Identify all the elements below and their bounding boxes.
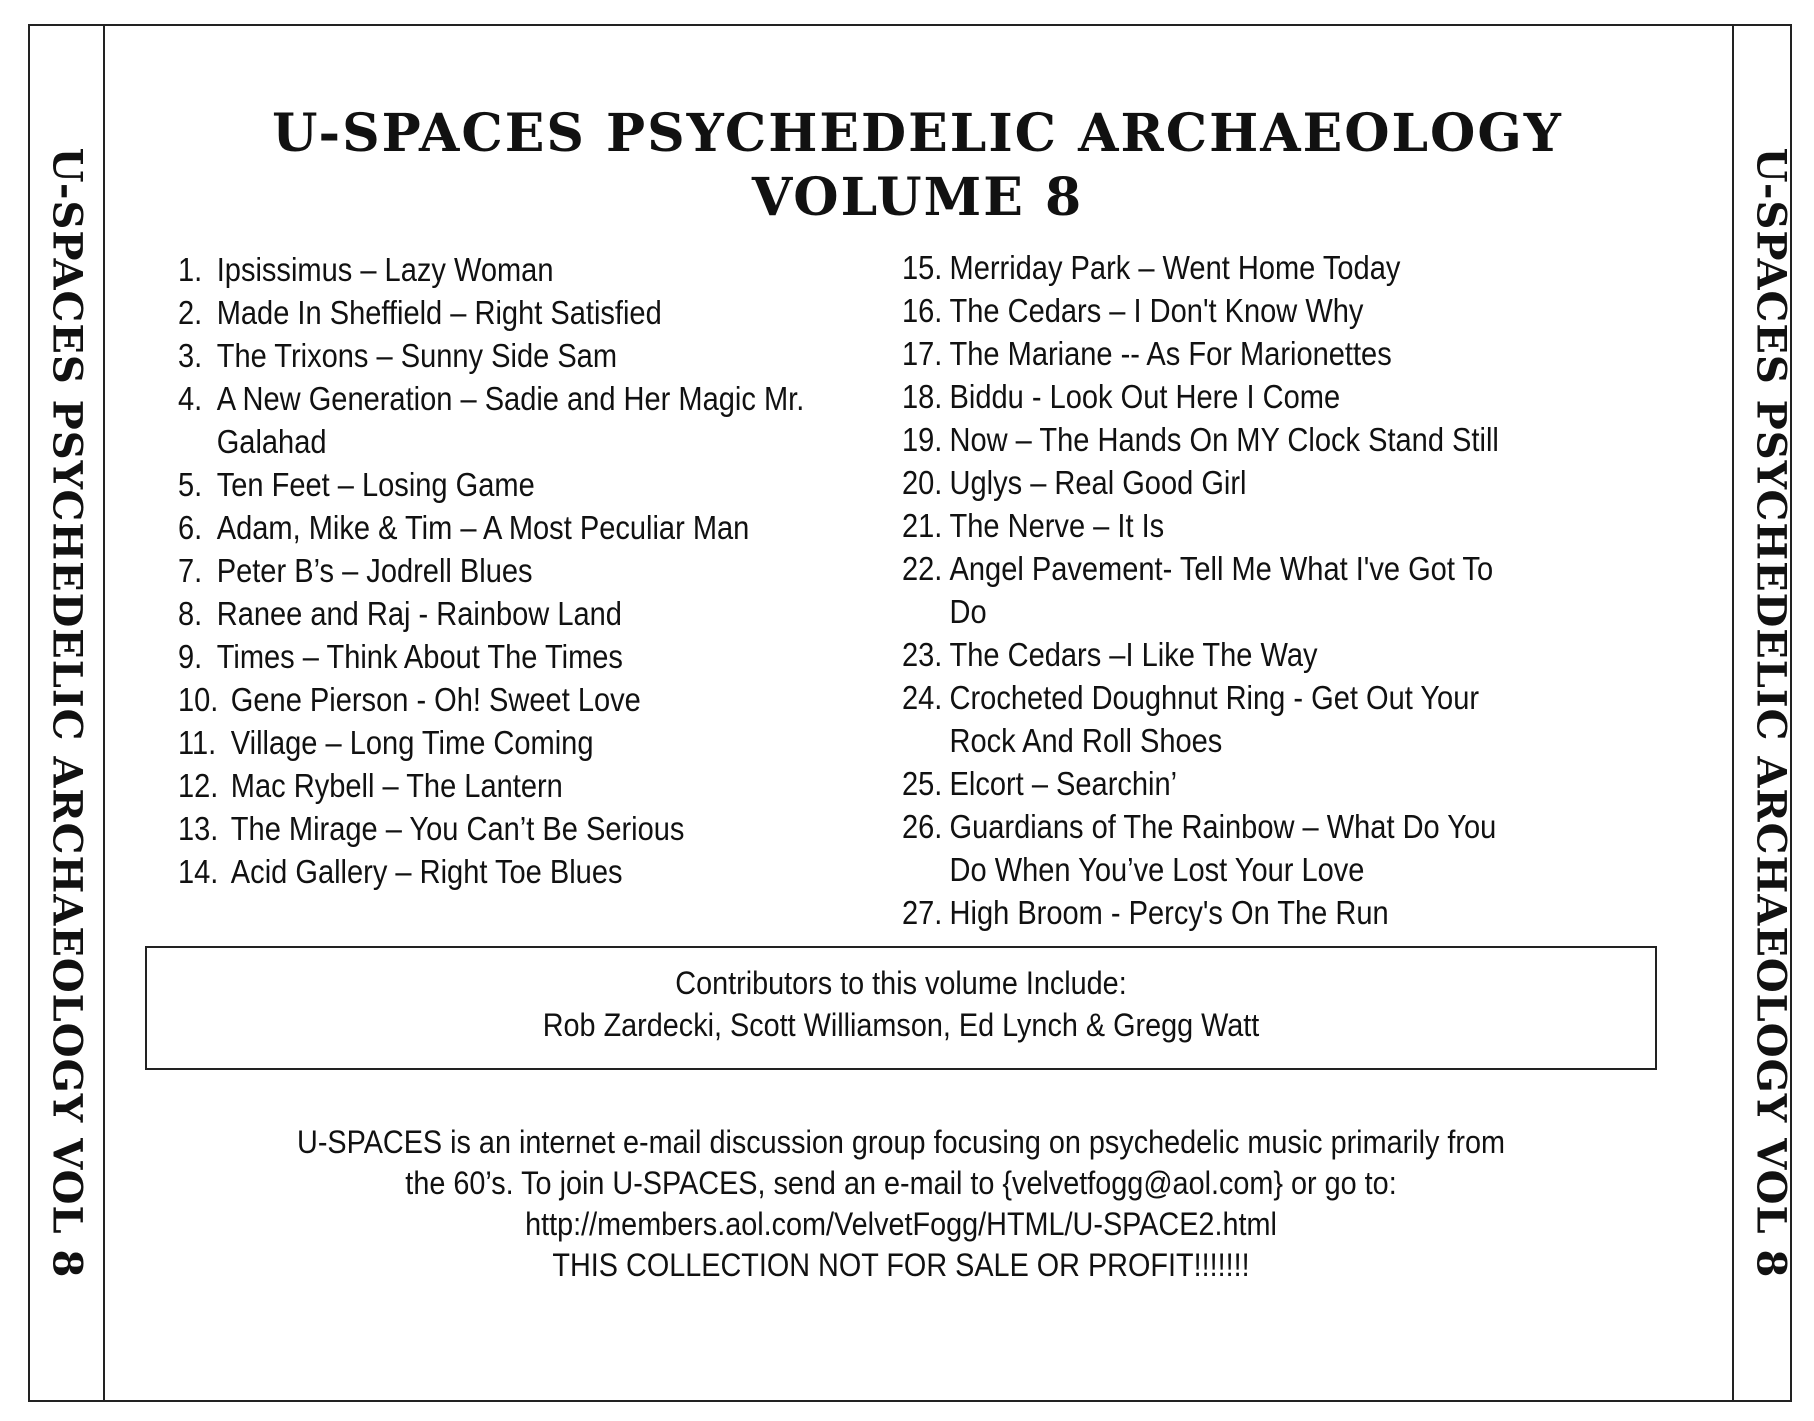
track-item: [178, 678, 812, 721]
contributors-heading: Contributors to this volume Include:: [675, 965, 1127, 1001]
about-url: http://members.aol.com/VelvetFogg/HTML/U-SPACE2.html: [525, 1206, 1277, 1242]
contributors-box: [145, 946, 1657, 1070]
track-item: [178, 291, 812, 334]
track-number: 26.: [902, 808, 943, 845]
track-item: [178, 592, 812, 635]
track-number: 12.: [178, 767, 219, 804]
track-number: 2.: [178, 294, 203, 331]
left-spine: [30, 26, 105, 1400]
track-item: [902, 547, 1536, 633]
contributors-names: Rob Zardecki, Scott Williamson, Ed Lynch & Gregg Watt: [542, 1007, 1260, 1043]
track-title: Ipsissimus – Lazy Woman: [216, 251, 554, 288]
track-title: Adam, Mike & Tim – A Most Peculiar Man: [216, 509, 750, 546]
left-spine-title: U-SPACES PSYCHEDELIC ARCHAEOLOGY VOL 8: [43, 147, 90, 1279]
track-number: 14.: [178, 853, 219, 890]
track-number: 22.: [902, 550, 943, 587]
track-title: The Cedars – I Don't Know Why: [949, 292, 1364, 329]
track-number: 8.: [178, 595, 203, 632]
track-title: The Mirage – You Can’t Be Serious: [230, 810, 685, 847]
track-title: The Mariane -- As For Marionettes: [949, 335, 1392, 372]
track-item: [902, 246, 1536, 289]
track-number: 1.: [178, 251, 203, 288]
track-item: [902, 633, 1536, 676]
about-line-1: U-SPACES is an internet e-mail discussion group focusing on psychedelic music primarily from: [297, 1124, 1505, 1160]
track-item: [902, 504, 1536, 547]
track-title: Ten Feet – Losing Game: [216, 466, 535, 503]
track-number: 27.: [902, 894, 943, 931]
track-title: Uglys – Real Good Girl: [949, 464, 1247, 501]
track-item: [178, 635, 812, 678]
track-number: 5.: [178, 466, 203, 503]
track-item: [178, 377, 812, 463]
album-title: U-SPACES PSYCHEDELIC ARCHAEOLOGY: [272, 103, 1563, 164]
track-item: [178, 506, 812, 549]
not-for-sale-notice: THIS COLLECTION NOT FOR SALE OR PROFIT!!!!!!!: [552, 1247, 1250, 1283]
track-item: [178, 248, 812, 291]
track-item: [178, 807, 812, 850]
track-title: Merriday Park – Went Home Today: [949, 249, 1401, 286]
tracklist-column-2: [902, 246, 1536, 934]
track-title: Now – The Hands On MY Clock Stand Still: [949, 421, 1499, 458]
right-spine-title: U-SPACES PSYCHEDELIC ARCHAEOLOGY VOL 8: [1747, 147, 1794, 1279]
track-item: [902, 332, 1536, 375]
track-title: Peter B’s – Jodrell Blues: [216, 552, 533, 589]
track-item: [902, 289, 1536, 332]
track-title: Gene Pierson - Oh! Sweet Love: [230, 681, 641, 718]
track-title: Village – Long Time Coming: [230, 724, 594, 761]
track-number: 10.: [178, 681, 219, 718]
track-item: [902, 676, 1536, 762]
track-number: 17.: [902, 335, 943, 372]
track-number: 16.: [902, 292, 943, 329]
track-number: 23.: [902, 636, 943, 673]
track-item: [902, 375, 1536, 418]
track-title: High Broom - Percy's On The Run: [949, 894, 1389, 931]
tracklist-column-1: [178, 248, 812, 893]
about-line-2: the 60’s. To join U-SPACES, send an e-mail to {velvetfogg@aol.com} or go to:: [405, 1165, 1397, 1201]
track-item: [178, 463, 812, 506]
track-item: [178, 764, 812, 807]
track-title: Guardians of The Rainbow – What Do You Do When You’ve Lost Your Love: [949, 808, 1497, 888]
track-number: 4.: [178, 380, 203, 417]
track-title: Mac Rybell – The Lantern: [230, 767, 563, 804]
track-title: Elcort – Searchin’: [949, 765, 1178, 802]
track-number: 3.: [178, 337, 203, 374]
right-spine: [1732, 26, 1807, 1400]
track-number: 9.: [178, 638, 203, 675]
track-title: A New Generation – Sadie and Her Magic Mr. Galahad: [216, 380, 805, 460]
track-title: Acid Gallery – Right Toe Blues: [230, 853, 623, 890]
track-number: 7.: [178, 552, 203, 589]
about-uspaces: [145, 1122, 1657, 1286]
track-title: Angel Pavement- Tell Me What I've Got To Do: [949, 550, 1494, 630]
track-item: [178, 721, 812, 764]
track-item: [902, 805, 1536, 891]
track-number: 25.: [902, 765, 943, 802]
track-number: 18.: [902, 378, 943, 415]
track-number: 21.: [902, 507, 943, 544]
track-title: Crocheted Doughnut Ring - Get Out Your Rock And Roll Shoes: [949, 679, 1480, 759]
track-number: 15.: [902, 249, 943, 286]
track-number: 20.: [902, 464, 943, 501]
track-title: The Nerve – It Is: [949, 507, 1165, 544]
track-item: [178, 334, 812, 377]
track-title: Biddu - Look Out Here I Come: [949, 378, 1341, 415]
album-volume: VOLUME 8: [751, 167, 1084, 228]
track-number: 13.: [178, 810, 219, 847]
track-title: The Cedars –I Like The Way: [949, 636, 1318, 673]
track-title: The Trixons – Sunny Side Sam: [216, 337, 618, 374]
track-title: Ranee and Raj - Rainbow Land: [216, 595, 622, 632]
track-item: [902, 418, 1536, 461]
track-number: 19.: [902, 421, 943, 458]
track-title: Made In Sheffield – Right Satisfied: [216, 294, 662, 331]
track-item: [902, 461, 1536, 504]
track-title: Times – Think About The Times: [216, 638, 623, 675]
track-number: 24.: [902, 679, 943, 716]
track-number: 6.: [178, 509, 203, 546]
track-item: [902, 762, 1536, 805]
track-item: [178, 549, 812, 592]
track-item: [178, 850, 812, 893]
track-item: [902, 891, 1536, 934]
track-number: 11.: [178, 724, 217, 761]
